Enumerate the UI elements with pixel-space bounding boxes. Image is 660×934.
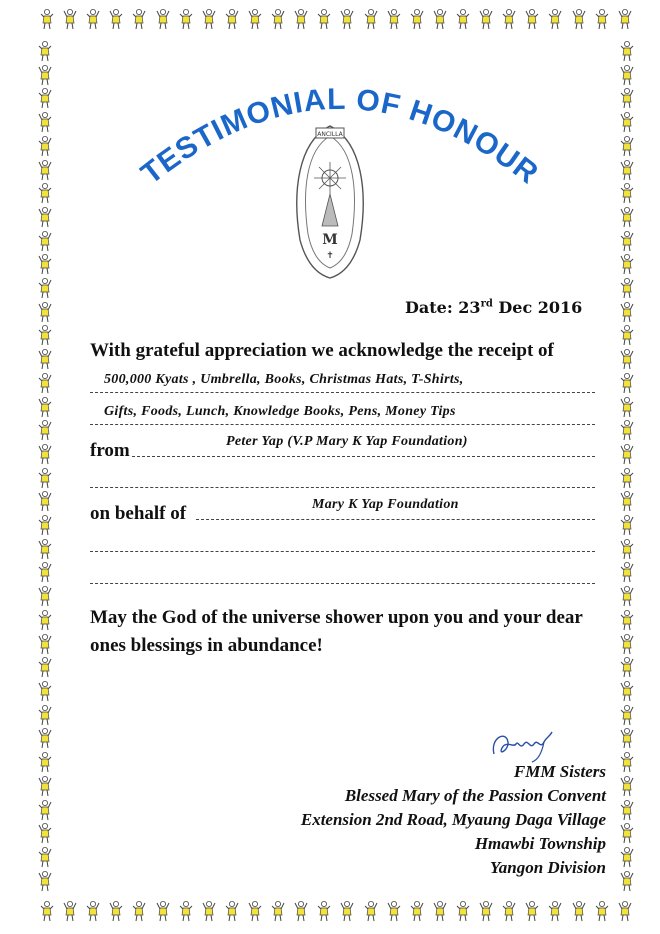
behalf-value: Mary K Yap Foundation bbox=[312, 497, 459, 512]
cheering-child-figure-icon bbox=[40, 8, 54, 30]
cheering-child-figure-icon bbox=[202, 900, 216, 922]
cheering-child-figure-icon bbox=[179, 900, 193, 922]
cheering-child-figure-icon bbox=[620, 585, 634, 607]
cheering-child-figure-icon bbox=[38, 467, 52, 489]
cheering-child-figure-icon bbox=[179, 8, 193, 30]
cheering-child-figure-icon bbox=[38, 182, 52, 204]
cheering-child-figure-icon bbox=[433, 900, 447, 922]
cheering-child-figure-icon bbox=[109, 8, 123, 30]
cheering-child-figure-icon bbox=[620, 538, 634, 560]
cheering-child-figure-icon bbox=[620, 775, 634, 797]
cheering-child-figure-icon bbox=[479, 8, 493, 30]
dotted-line bbox=[90, 583, 595, 584]
cheering-child-figure-icon bbox=[38, 822, 52, 844]
cheering-child-figure-icon bbox=[40, 900, 54, 922]
cheering-child-figure-icon bbox=[620, 490, 634, 512]
cheering-child-figure-icon bbox=[38, 111, 52, 133]
cheering-child-figure-icon bbox=[38, 561, 52, 583]
cheering-child-figure-icon bbox=[38, 40, 52, 62]
cheering-child-figure-icon bbox=[38, 585, 52, 607]
cheering-child-figure-icon bbox=[595, 900, 609, 922]
cheering-child-figure-icon bbox=[548, 8, 562, 30]
cheering-child-figure-icon bbox=[38, 538, 52, 560]
cheering-child-figure-icon bbox=[38, 159, 52, 181]
cheering-child-figure-icon bbox=[620, 443, 634, 465]
date-rest: Dec 2016 bbox=[498, 298, 583, 317]
cheering-child-figure-icon bbox=[63, 8, 77, 30]
cheering-child-figure-icon bbox=[86, 8, 100, 30]
cheering-child-figure-icon bbox=[387, 900, 401, 922]
cheering-child-figure-icon bbox=[620, 277, 634, 299]
cheering-child-figure-icon bbox=[572, 900, 586, 922]
dotted-line bbox=[90, 424, 595, 425]
cheering-child-figure-icon bbox=[620, 514, 634, 536]
date bbox=[405, 298, 582, 317]
border-right bbox=[620, 40, 644, 892]
cheering-child-figure-icon bbox=[38, 609, 52, 631]
cheering-child-figure-icon bbox=[364, 900, 378, 922]
cheering-child-figure-icon bbox=[38, 656, 52, 678]
cheering-child-figure-icon bbox=[620, 419, 634, 441]
title-text: TESTIMONIAL OF HONOUR bbox=[135, 82, 545, 191]
cheering-child-figure-icon bbox=[38, 633, 52, 655]
cheering-child-figure-icon bbox=[340, 900, 354, 922]
cheering-child-figure-icon bbox=[317, 900, 331, 922]
convent-emblem-icon bbox=[286, 122, 374, 282]
cheering-child-figure-icon bbox=[38, 727, 52, 749]
date-suffix: rd bbox=[480, 298, 493, 310]
cheering-child-figure-icon bbox=[620, 111, 634, 133]
cheering-child-figure-icon bbox=[620, 324, 634, 346]
dotted-line bbox=[90, 487, 595, 488]
cheering-child-figure-icon bbox=[38, 64, 52, 86]
cheering-child-figure-icon bbox=[502, 8, 516, 30]
cheering-child-figure-icon bbox=[156, 8, 170, 30]
from-value: Peter Yap (V.P Mary K Yap Foundation) bbox=[226, 434, 468, 449]
cheering-child-figure-icon bbox=[456, 8, 470, 30]
cheering-child-figure-icon bbox=[620, 206, 634, 228]
cheering-child-figure-icon bbox=[132, 900, 146, 922]
cheering-child-figure-icon bbox=[525, 8, 539, 30]
cheering-child-figure-icon bbox=[620, 822, 634, 844]
cheering-child-figure-icon bbox=[271, 900, 285, 922]
cheering-child-figure-icon bbox=[225, 8, 239, 30]
cheering-child-figure-icon bbox=[620, 135, 634, 157]
cheering-child-figure-icon bbox=[340, 8, 354, 30]
cheering-child-figure-icon bbox=[433, 8, 447, 30]
border-bottom bbox=[40, 900, 632, 926]
cheering-child-figure-icon bbox=[620, 846, 634, 868]
cheering-child-figure-icon bbox=[156, 900, 170, 922]
cheering-child-figure-icon bbox=[132, 8, 146, 30]
cheering-child-figure-icon bbox=[410, 900, 424, 922]
cheering-child-figure-icon bbox=[86, 900, 100, 922]
cheering-child-figure-icon bbox=[38, 372, 52, 394]
cheering-child-figure-icon bbox=[620, 348, 634, 370]
cheering-child-figure-icon bbox=[620, 751, 634, 773]
cheering-child-figure-icon bbox=[548, 900, 562, 922]
border-top bbox=[40, 8, 632, 34]
cheering-child-figure-icon bbox=[387, 8, 401, 30]
cheering-child-figure-icon bbox=[620, 182, 634, 204]
cheering-child-figure-icon bbox=[620, 727, 634, 749]
cheering-child-figure-icon bbox=[202, 8, 216, 30]
cheering-child-figure-icon bbox=[38, 443, 52, 465]
cheering-child-figure-icon bbox=[525, 900, 539, 922]
dotted-line bbox=[90, 392, 595, 393]
svg-text:✝: ✝ bbox=[326, 251, 334, 261]
cheering-child-figure-icon bbox=[620, 799, 634, 821]
cheering-child-figure-icon bbox=[38, 490, 52, 512]
cheering-child-figure-icon bbox=[620, 40, 634, 62]
cheering-child-figure-icon bbox=[620, 680, 634, 702]
address-line: Blessed Mary of the Passion Convent bbox=[344, 786, 606, 805]
cheering-child-figure-icon bbox=[620, 656, 634, 678]
cheering-child-figure-icon bbox=[620, 372, 634, 394]
cheering-child-figure-icon bbox=[620, 301, 634, 323]
cheering-child-figure-icon bbox=[502, 900, 516, 922]
cheering-child-figure-icon bbox=[38, 87, 52, 109]
cheering-child-figure-icon bbox=[620, 609, 634, 631]
cheering-child-figure-icon bbox=[38, 704, 52, 726]
cheering-child-figure-icon bbox=[38, 277, 52, 299]
acknowledgement-intro: With grateful appreciation we acknowledge the receipt of bbox=[90, 340, 554, 361]
dotted-line bbox=[90, 551, 595, 552]
from-label: from bbox=[90, 440, 130, 461]
dotted-line bbox=[132, 456, 595, 457]
cheering-child-figure-icon bbox=[38, 301, 52, 323]
cheering-child-figure-icon bbox=[620, 230, 634, 252]
address-line: FMM Sisters bbox=[513, 762, 606, 781]
cheering-child-figure-icon bbox=[595, 8, 609, 30]
cheering-child-figure-icon bbox=[294, 900, 308, 922]
cheering-child-figure-icon bbox=[109, 900, 123, 922]
cheering-child-figure-icon bbox=[38, 799, 52, 821]
cheering-child-figure-icon bbox=[38, 751, 52, 773]
cheering-child-figure-icon bbox=[620, 159, 634, 181]
cheering-child-figure-icon bbox=[38, 514, 52, 536]
cheering-child-figure-icon bbox=[63, 900, 77, 922]
sender-address bbox=[301, 760, 606, 880]
cheering-child-figure-icon bbox=[38, 348, 52, 370]
cheering-child-figure-icon bbox=[620, 561, 634, 583]
date-label: Date: bbox=[405, 298, 453, 317]
cheering-child-figure-icon bbox=[294, 8, 308, 30]
svg-text:M: M bbox=[322, 232, 338, 248]
cheering-child-figure-icon bbox=[618, 8, 632, 30]
receipt-line-1: 500,000 Kyats , Umbrella, Books, Christmas Hats, T-Shirts, bbox=[104, 372, 464, 387]
cheering-child-figure-icon bbox=[38, 419, 52, 441]
emblem-top-text: ANCILLA bbox=[317, 131, 343, 138]
cheering-child-figure-icon bbox=[364, 8, 378, 30]
border-left bbox=[38, 40, 62, 892]
date-day: 23 bbox=[458, 298, 481, 317]
cheering-child-figure-icon bbox=[620, 870, 634, 892]
cheering-child-figure-icon bbox=[620, 633, 634, 655]
cheering-child-figure-icon bbox=[618, 900, 632, 922]
cheering-child-figure-icon bbox=[271, 8, 285, 30]
cheering-child-figure-icon bbox=[38, 206, 52, 228]
cheering-child-figure-icon bbox=[38, 870, 52, 892]
cheering-child-figure-icon bbox=[620, 253, 634, 275]
cheering-child-figure-icon bbox=[317, 8, 331, 30]
address-line: Yangon Division bbox=[489, 858, 606, 877]
cheering-child-figure-icon bbox=[572, 8, 586, 30]
receipt-line-2: Gifts, Foods, Lunch, Knowledge Books, Pens, Money Tips bbox=[104, 404, 456, 419]
cheering-child-figure-icon bbox=[38, 396, 52, 418]
cheering-child-figure-icon bbox=[620, 704, 634, 726]
cheering-child-figure-icon bbox=[620, 396, 634, 418]
cheering-child-figure-icon bbox=[410, 8, 424, 30]
cheering-child-figure-icon bbox=[225, 900, 239, 922]
signature-icon bbox=[488, 728, 558, 764]
cheering-child-figure-icon bbox=[248, 900, 262, 922]
dotted-line bbox=[196, 519, 595, 520]
cheering-child-figure-icon bbox=[38, 324, 52, 346]
cheering-child-figure-icon bbox=[38, 680, 52, 702]
cheering-child-figure-icon bbox=[38, 253, 52, 275]
cheering-child-figure-icon bbox=[38, 846, 52, 868]
cheering-child-figure-icon bbox=[620, 467, 634, 489]
behalf-label: on behalf of bbox=[90, 503, 187, 524]
blessing-text: May the God of the universe shower upon you and your dear ones blessings in abundance! bbox=[90, 607, 583, 656]
address-line: Hmawbi Township bbox=[474, 834, 606, 853]
cheering-child-figure-icon bbox=[456, 900, 470, 922]
cheering-child-figure-icon bbox=[620, 87, 634, 109]
cheering-child-figure-icon bbox=[38, 775, 52, 797]
address-line: Extension 2nd Road, Myaung Daga Village bbox=[300, 810, 606, 829]
cheering-child-figure-icon bbox=[248, 8, 262, 30]
cheering-child-figure-icon bbox=[38, 230, 52, 252]
cheering-child-figure-icon bbox=[38, 135, 52, 157]
cheering-child-figure-icon bbox=[479, 900, 493, 922]
cheering-child-figure-icon bbox=[620, 64, 634, 86]
